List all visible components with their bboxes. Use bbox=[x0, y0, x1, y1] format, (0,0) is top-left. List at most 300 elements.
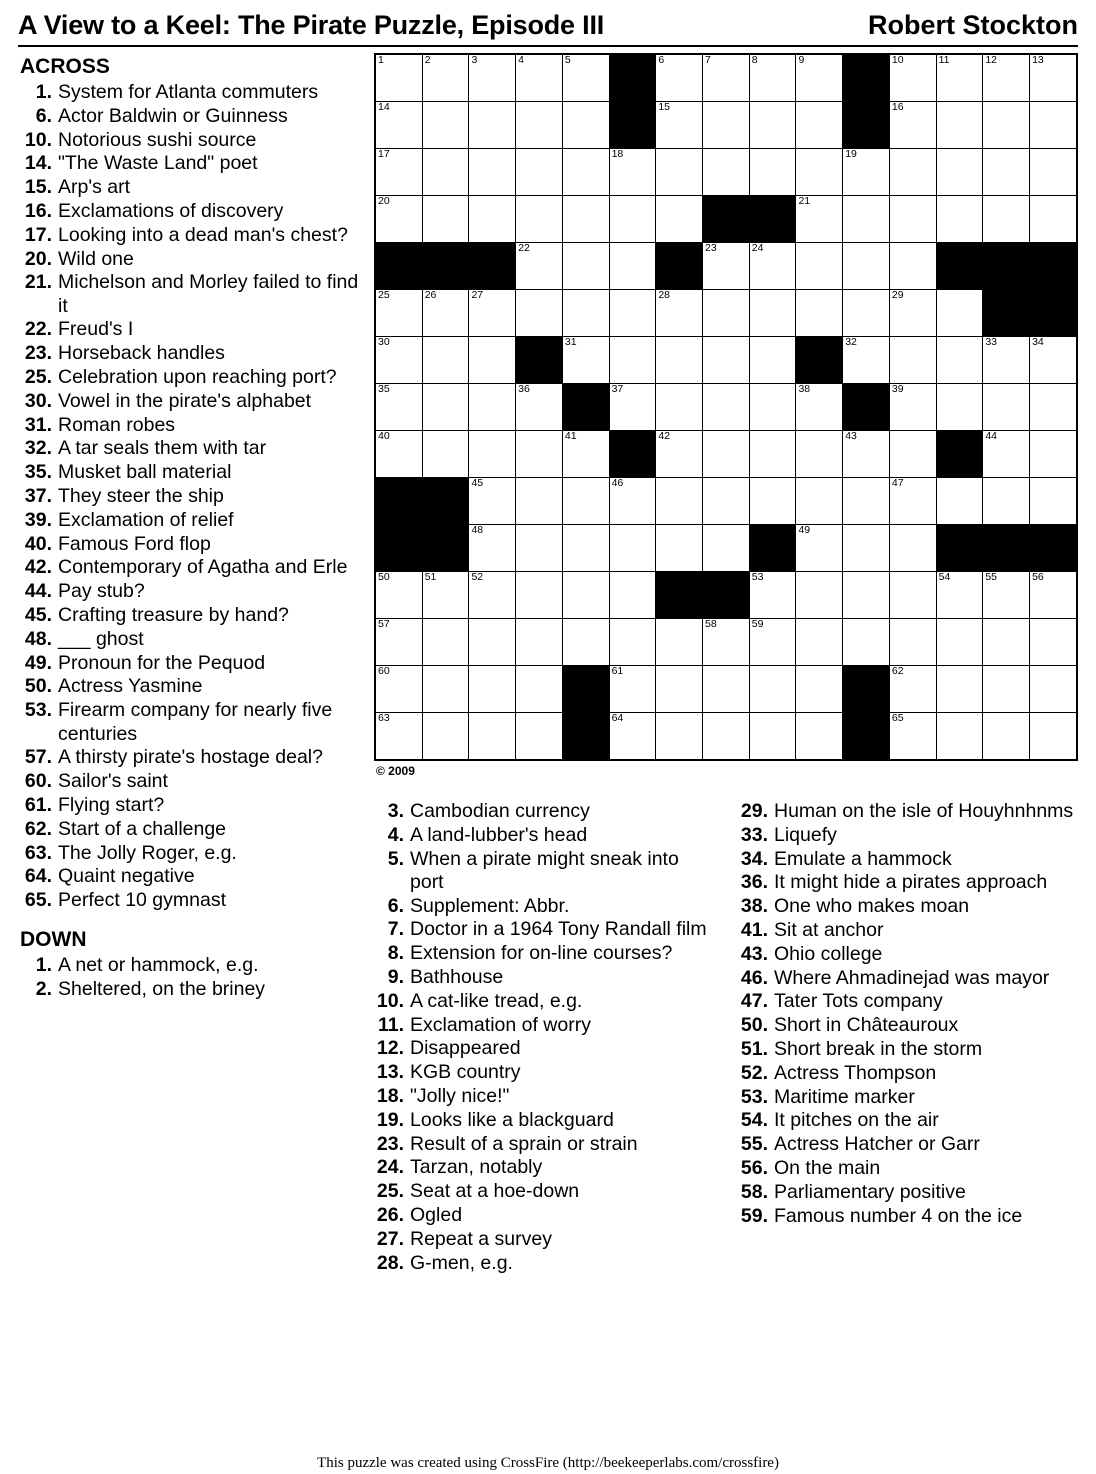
grid-cell[interactable] bbox=[749, 384, 796, 431]
grid-cell-number: 37 bbox=[611, 383, 624, 395]
grid-cell[interactable] bbox=[469, 149, 516, 196]
grid-cell[interactable] bbox=[516, 290, 563, 337]
grid-cell[interactable] bbox=[422, 619, 469, 666]
grid-cell[interactable] bbox=[469, 713, 516, 761]
clue-item bbox=[370, 824, 716, 847]
clue-number: 25. bbox=[376, 1180, 404, 1203]
grid-cell[interactable] bbox=[375, 572, 422, 619]
grid-cell[interactable] bbox=[936, 290, 983, 337]
grid-cell[interactable] bbox=[375, 619, 422, 666]
grid-cell[interactable] bbox=[516, 102, 563, 149]
grid-cell[interactable] bbox=[422, 196, 469, 243]
grid-cell[interactable] bbox=[796, 525, 843, 572]
grid-cell[interactable] bbox=[469, 572, 516, 619]
grid-cell[interactable] bbox=[516, 525, 563, 572]
grid-cell[interactable] bbox=[656, 290, 703, 337]
copyright-notice: © 2009 bbox=[376, 764, 415, 778]
grid-cell[interactable] bbox=[516, 384, 563, 431]
grid-cell[interactable] bbox=[422, 54, 469, 102]
grid-cell[interactable] bbox=[703, 149, 750, 196]
grid-cell[interactable] bbox=[703, 102, 750, 149]
grid-cell[interactable] bbox=[422, 572, 469, 619]
grid-cell[interactable] bbox=[609, 243, 656, 290]
grid-cell[interactable] bbox=[889, 149, 936, 196]
grid-cell[interactable] bbox=[796, 54, 843, 102]
grid-cell[interactable] bbox=[796, 243, 843, 290]
grid-cell[interactable] bbox=[422, 102, 469, 149]
grid-cell[interactable] bbox=[562, 337, 609, 384]
grid-row bbox=[375, 196, 1077, 243]
clue-text: A net or hammock, e.g. bbox=[58, 954, 259, 977]
grid-cell[interactable] bbox=[703, 384, 750, 431]
clue-text: Pay stub? bbox=[58, 580, 145, 603]
grid-cell[interactable] bbox=[796, 149, 843, 196]
grid-cell[interactable] bbox=[656, 384, 703, 431]
grid-cell[interactable] bbox=[562, 196, 609, 243]
clue-text: Short break in the storm bbox=[774, 1037, 983, 1060]
grid-cell[interactable] bbox=[516, 478, 563, 525]
grid-cell[interactable] bbox=[796, 572, 843, 619]
grid-cell[interactable] bbox=[562, 619, 609, 666]
clue-number: 7. bbox=[387, 918, 404, 941]
grid-cell[interactable] bbox=[1030, 196, 1077, 243]
grid-cell[interactable] bbox=[843, 290, 890, 337]
clue-number: 39. bbox=[24, 508, 52, 531]
grid-block-cell bbox=[469, 243, 516, 290]
clue-number: 36. bbox=[740, 871, 768, 894]
clue-number: 17. bbox=[24, 223, 52, 246]
grid-cell[interactable] bbox=[656, 525, 703, 572]
grid-cell[interactable] bbox=[469, 431, 516, 478]
grid-cell[interactable] bbox=[375, 384, 422, 431]
grid-cell[interactable] bbox=[375, 102, 422, 149]
grid-cell[interactable] bbox=[936, 384, 983, 431]
grid-cell[interactable] bbox=[656, 431, 703, 478]
clue-item bbox=[18, 437, 364, 460]
grid-cell[interactable] bbox=[703, 525, 750, 572]
grid-cell[interactable] bbox=[796, 713, 843, 761]
clue-number: 1. bbox=[35, 954, 52, 977]
grid-cell[interactable] bbox=[516, 619, 563, 666]
grid-cell[interactable] bbox=[749, 431, 796, 478]
grid-cell[interactable] bbox=[516, 196, 563, 243]
grid-cell[interactable] bbox=[516, 713, 563, 761]
clue-item bbox=[370, 1133, 716, 1156]
clue-item bbox=[18, 978, 364, 1001]
grid-cell[interactable] bbox=[983, 384, 1030, 431]
grid-cell[interactable] bbox=[889, 54, 936, 102]
grid-block-cell bbox=[375, 243, 422, 290]
grid-cell-number: 57 bbox=[378, 618, 390, 630]
down-clue-columns bbox=[370, 800, 1080, 1275]
grid-cell[interactable] bbox=[375, 149, 422, 196]
grid-cell[interactable] bbox=[889, 478, 936, 525]
grid-cell[interactable] bbox=[983, 196, 1030, 243]
clue-number: 24. bbox=[376, 1156, 404, 1179]
grid-cell[interactable] bbox=[516, 572, 563, 619]
grid-cell[interactable] bbox=[796, 619, 843, 666]
grid-cell[interactable] bbox=[562, 102, 609, 149]
grid-block-cell bbox=[703, 572, 750, 619]
grid-cell[interactable] bbox=[1030, 572, 1077, 619]
grid-cell[interactable] bbox=[656, 713, 703, 761]
clue-number: 50. bbox=[24, 675, 52, 698]
grid-cell[interactable] bbox=[843, 572, 890, 619]
grid-cell[interactable] bbox=[749, 149, 796, 196]
clue-item bbox=[18, 176, 364, 199]
grid-cell[interactable] bbox=[422, 431, 469, 478]
clue-item bbox=[18, 556, 364, 579]
grid-cell[interactable] bbox=[1030, 337, 1077, 384]
clue-number: 61. bbox=[24, 793, 52, 816]
clue-number: 45. bbox=[24, 604, 52, 627]
grid-cell[interactable] bbox=[889, 290, 936, 337]
grid-cell[interactable] bbox=[469, 384, 516, 431]
clue-number: 60. bbox=[24, 770, 52, 793]
grid-cell[interactable] bbox=[703, 713, 750, 761]
clue-item bbox=[370, 895, 716, 918]
grid-cell[interactable] bbox=[516, 666, 563, 713]
clue-item bbox=[18, 794, 364, 817]
grid-cell[interactable] bbox=[983, 149, 1030, 196]
grid-cell[interactable] bbox=[516, 243, 563, 290]
grid-cell[interactable] bbox=[609, 572, 656, 619]
grid-cell[interactable] bbox=[422, 713, 469, 761]
grid-cell[interactable] bbox=[936, 196, 983, 243]
grid-cell[interactable] bbox=[562, 525, 609, 572]
grid-cell[interactable] bbox=[422, 149, 469, 196]
down-clue-list-part3 bbox=[734, 800, 1080, 1275]
grid-cell[interactable] bbox=[889, 666, 936, 713]
grid-cell[interactable] bbox=[749, 337, 796, 384]
clue-number: 18. bbox=[376, 1085, 404, 1108]
clue-item bbox=[18, 889, 364, 912]
grid-cell[interactable] bbox=[889, 713, 936, 761]
grid-cell[interactable] bbox=[609, 196, 656, 243]
grid-cell[interactable] bbox=[562, 290, 609, 337]
grid-cell[interactable] bbox=[936, 149, 983, 196]
grid-row bbox=[375, 666, 1077, 713]
grid-cell[interactable] bbox=[375, 196, 422, 243]
grid-cell[interactable] bbox=[609, 713, 656, 761]
grid-cell[interactable] bbox=[562, 478, 609, 525]
grid-cell[interactable] bbox=[609, 619, 656, 666]
grid-cell[interactable] bbox=[656, 337, 703, 384]
clue-text: Notorious sushi source bbox=[58, 128, 257, 151]
grid-cell[interactable] bbox=[889, 384, 936, 431]
clue-text: Parliamentary positive bbox=[774, 1180, 966, 1203]
grid-cell[interactable] bbox=[703, 54, 750, 102]
grid-cell[interactable] bbox=[469, 54, 516, 102]
grid-block-cell bbox=[375, 525, 422, 572]
clue-item bbox=[18, 318, 364, 341]
crossword-grid[interactable] bbox=[374, 53, 1078, 761]
grid-cell-number: 34 bbox=[1032, 336, 1044, 348]
grid-cell-number: 56 bbox=[1032, 571, 1044, 583]
grid-cell-number: 2 bbox=[424, 54, 431, 66]
grid-block-cell bbox=[843, 102, 890, 149]
grid-cell[interactable] bbox=[843, 149, 890, 196]
clue-number: 13. bbox=[376, 1061, 404, 1084]
clue-text: Doctor in a 1964 Tony Randall film bbox=[410, 918, 707, 941]
clue-text: Firearm company for nearly five centuries bbox=[58, 699, 333, 745]
clue-text: Sit at anchor bbox=[774, 918, 884, 941]
grid-cell[interactable] bbox=[843, 619, 890, 666]
grid-cell-number: 44 bbox=[985, 430, 998, 442]
clue-text: Flying start? bbox=[58, 793, 165, 816]
grid-cell[interactable] bbox=[936, 572, 983, 619]
grid-cell[interactable] bbox=[656, 478, 703, 525]
grid-block-cell bbox=[1030, 290, 1077, 337]
clue-item bbox=[18, 200, 364, 223]
clue-text: ___ ghost bbox=[58, 627, 144, 650]
clue-text: Short in Châteauroux bbox=[774, 1014, 959, 1037]
grid-block-cell bbox=[609, 102, 656, 149]
grid-cell-number: 61 bbox=[611, 665, 624, 677]
grid-cell[interactable] bbox=[749, 243, 796, 290]
grid-cell[interactable] bbox=[796, 196, 843, 243]
grid-block-cell bbox=[656, 243, 703, 290]
grid-block-cell bbox=[843, 384, 890, 431]
grid-cell[interactable] bbox=[375, 666, 422, 713]
clue-item bbox=[18, 652, 364, 675]
grid-cell[interactable] bbox=[469, 196, 516, 243]
clue-text: Famous number 4 on the ice bbox=[774, 1204, 1023, 1227]
down-clue-list-part1 bbox=[18, 954, 364, 1001]
clue-item bbox=[734, 967, 1080, 990]
grid-cell[interactable] bbox=[703, 478, 750, 525]
grid-cell[interactable] bbox=[375, 431, 422, 478]
grid-cell[interactable] bbox=[983, 431, 1030, 478]
clue-number: 65. bbox=[24, 889, 52, 912]
grid-cell[interactable] bbox=[469, 290, 516, 337]
grid-cell[interactable] bbox=[889, 196, 936, 243]
grid-cell-number: 18 bbox=[611, 148, 624, 160]
grid-cell[interactable] bbox=[609, 384, 656, 431]
grid-cell-number: 60 bbox=[378, 665, 390, 677]
grid-cell[interactable] bbox=[609, 149, 656, 196]
grid-cell[interactable] bbox=[983, 102, 1030, 149]
clue-text: A cat-like tread, e.g. bbox=[410, 989, 583, 1012]
grid-cell[interactable] bbox=[469, 619, 516, 666]
grid-cell[interactable] bbox=[516, 431, 563, 478]
clue-item bbox=[18, 509, 364, 532]
grid-cell[interactable] bbox=[749, 572, 796, 619]
grid-cell[interactable] bbox=[749, 619, 796, 666]
grid-cell[interactable] bbox=[703, 337, 750, 384]
footer-credit: This puzzle was created using CrossFire (http://beekeeperlabs.com/crossfire) bbox=[317, 1455, 779, 1471]
clue-text: Liquefy bbox=[774, 823, 837, 846]
grid-cell[interactable] bbox=[983, 713, 1030, 761]
author-name: Robert Stockton bbox=[867, 10, 1078, 40]
grid-cell-number: 50 bbox=[378, 571, 390, 583]
grid-cell[interactable] bbox=[375, 337, 422, 384]
grid-cell[interactable] bbox=[656, 619, 703, 666]
grid-cell[interactable] bbox=[796, 478, 843, 525]
grid-cell[interactable] bbox=[1030, 149, 1077, 196]
clue-number: 6. bbox=[387, 894, 404, 917]
grid-cell[interactable] bbox=[562, 243, 609, 290]
grid-cell[interactable] bbox=[469, 337, 516, 384]
grid-cell[interactable] bbox=[562, 431, 609, 478]
grid-block-cell bbox=[422, 478, 469, 525]
clue-text: Freud's I bbox=[58, 318, 134, 341]
grid-cell[interactable] bbox=[983, 478, 1030, 525]
grid-cell[interactable] bbox=[983, 337, 1030, 384]
grid-cell[interactable] bbox=[796, 384, 843, 431]
grid-block-cell bbox=[843, 54, 890, 102]
clue-text: Pronoun for the Pequod bbox=[58, 651, 266, 674]
grid-cell[interactable] bbox=[796, 666, 843, 713]
clue-item bbox=[734, 1038, 1080, 1061]
grid-cell[interactable] bbox=[843, 431, 890, 478]
clue-text: Exclamation of worry bbox=[410, 1013, 591, 1036]
grid-cell-number: 41 bbox=[564, 430, 577, 442]
grid-cell[interactable] bbox=[703, 243, 750, 290]
grid-cell[interactable] bbox=[889, 525, 936, 572]
clue-number: 57. bbox=[24, 746, 52, 769]
grid-cell[interactable] bbox=[983, 666, 1030, 713]
grid-cell[interactable] bbox=[656, 196, 703, 243]
grid-cell[interactable] bbox=[609, 666, 656, 713]
grid-cell[interactable] bbox=[843, 525, 890, 572]
grid-cell-number: 24 bbox=[751, 242, 764, 254]
grid-cell[interactable] bbox=[656, 54, 703, 102]
grid-cell[interactable] bbox=[749, 713, 796, 761]
grid-cell[interactable] bbox=[1030, 54, 1077, 102]
grid-cell[interactable] bbox=[656, 102, 703, 149]
grid-cell[interactable] bbox=[1030, 666, 1077, 713]
grid-cell[interactable] bbox=[469, 478, 516, 525]
grid-cell-number: 59 bbox=[751, 618, 764, 630]
grid-cell[interactable] bbox=[609, 525, 656, 572]
grid-cell[interactable] bbox=[562, 572, 609, 619]
grid-cell[interactable] bbox=[1030, 478, 1077, 525]
clue-number: 43. bbox=[740, 942, 768, 965]
grid-cell[interactable] bbox=[889, 337, 936, 384]
grid-cell-number: 5 bbox=[564, 54, 571, 66]
grid-block-cell bbox=[936, 431, 983, 478]
grid-cell[interactable] bbox=[796, 431, 843, 478]
grid-cell[interactable] bbox=[375, 713, 422, 761]
clue-item bbox=[18, 390, 364, 413]
grid-cell[interactable] bbox=[936, 102, 983, 149]
grid-cell[interactable] bbox=[703, 619, 750, 666]
grid-cell[interactable] bbox=[936, 337, 983, 384]
grid-cell[interactable] bbox=[983, 54, 1030, 102]
clue-item bbox=[18, 954, 364, 977]
grid-block-cell bbox=[983, 525, 1030, 572]
grid-cell[interactable] bbox=[469, 102, 516, 149]
grid-cell[interactable] bbox=[749, 54, 796, 102]
grid-cell[interactable] bbox=[983, 619, 1030, 666]
grid-cell[interactable] bbox=[562, 54, 609, 102]
grid-cell[interactable] bbox=[609, 290, 656, 337]
grid-cell-number: 16 bbox=[891, 101, 904, 113]
grid-cell[interactable] bbox=[936, 713, 983, 761]
grid-cell[interactable] bbox=[749, 102, 796, 149]
clue-text: "The Waste Land" poet bbox=[58, 152, 258, 175]
clue-number: 1. bbox=[35, 81, 52, 103]
clue-item bbox=[18, 224, 364, 247]
grid-cell[interactable] bbox=[609, 337, 656, 384]
grid-cell[interactable] bbox=[516, 149, 563, 196]
grid-cell[interactable] bbox=[843, 196, 890, 243]
clue-item bbox=[18, 675, 364, 698]
grid-cell[interactable] bbox=[889, 619, 936, 666]
grid-cell[interactable] bbox=[843, 337, 890, 384]
grid-cell[interactable] bbox=[843, 243, 890, 290]
grid-row bbox=[375, 713, 1077, 761]
clue-text: KGB country bbox=[410, 1061, 521, 1084]
clue-number: 38. bbox=[740, 895, 768, 918]
clue-item bbox=[18, 485, 364, 508]
grid-cell[interactable] bbox=[749, 478, 796, 525]
grid-cell[interactable] bbox=[422, 384, 469, 431]
clue-number: 14. bbox=[24, 152, 52, 175]
grid-cell[interactable] bbox=[749, 290, 796, 337]
grid-cell[interactable] bbox=[656, 149, 703, 196]
grid-cell[interactable] bbox=[469, 666, 516, 713]
clue-item bbox=[18, 366, 364, 389]
grid-cell[interactable] bbox=[422, 337, 469, 384]
grid-cell[interactable] bbox=[889, 431, 936, 478]
grid-cell[interactable] bbox=[609, 478, 656, 525]
grid-cell[interactable] bbox=[703, 290, 750, 337]
clue-text: Quaint negative bbox=[58, 865, 195, 888]
grid-cell[interactable] bbox=[516, 54, 563, 102]
grid-cell[interactable] bbox=[1030, 431, 1077, 478]
grid-cell[interactable] bbox=[562, 149, 609, 196]
clue-item bbox=[734, 1062, 1080, 1085]
clue-text: A thirsty pirate's hostage deal? bbox=[58, 746, 323, 769]
grid-cell[interactable] bbox=[422, 666, 469, 713]
grid-cell[interactable] bbox=[703, 431, 750, 478]
grid-cell[interactable] bbox=[936, 54, 983, 102]
grid-cell[interactable] bbox=[936, 619, 983, 666]
grid-cell[interactable] bbox=[983, 572, 1030, 619]
grid-cell[interactable] bbox=[1030, 713, 1077, 761]
grid-cell[interactable] bbox=[375, 290, 422, 337]
grid-cell[interactable] bbox=[422, 290, 469, 337]
clue-item bbox=[18, 865, 364, 888]
grid-cell[interactable] bbox=[1030, 619, 1077, 666]
grid-cell[interactable] bbox=[889, 102, 936, 149]
clue-text: Repeat a survey bbox=[410, 1227, 552, 1250]
clue-number: 58. bbox=[740, 1180, 768, 1203]
clue-item bbox=[734, 895, 1080, 918]
grid-cell[interactable] bbox=[1030, 102, 1077, 149]
grid-block-cell bbox=[562, 384, 609, 431]
grid-cell[interactable] bbox=[796, 290, 843, 337]
grid-cell[interactable] bbox=[703, 666, 750, 713]
clue-text: Maritime marker bbox=[774, 1085, 915, 1108]
grid-cell[interactable] bbox=[889, 572, 936, 619]
grid-cell[interactable] bbox=[843, 478, 890, 525]
grid-cell[interactable] bbox=[889, 243, 936, 290]
grid-cell[interactable] bbox=[936, 478, 983, 525]
grid-row bbox=[375, 290, 1077, 337]
grid-cell[interactable] bbox=[749, 666, 796, 713]
grid-cell[interactable] bbox=[375, 54, 422, 102]
grid-cell[interactable] bbox=[469, 525, 516, 572]
grid-cell[interactable] bbox=[936, 666, 983, 713]
grid-cell[interactable] bbox=[796, 102, 843, 149]
grid-cell[interactable] bbox=[656, 666, 703, 713]
grid-cell[interactable] bbox=[1030, 384, 1077, 431]
clue-number: 4. bbox=[387, 823, 404, 846]
clue-item bbox=[734, 1133, 1080, 1156]
